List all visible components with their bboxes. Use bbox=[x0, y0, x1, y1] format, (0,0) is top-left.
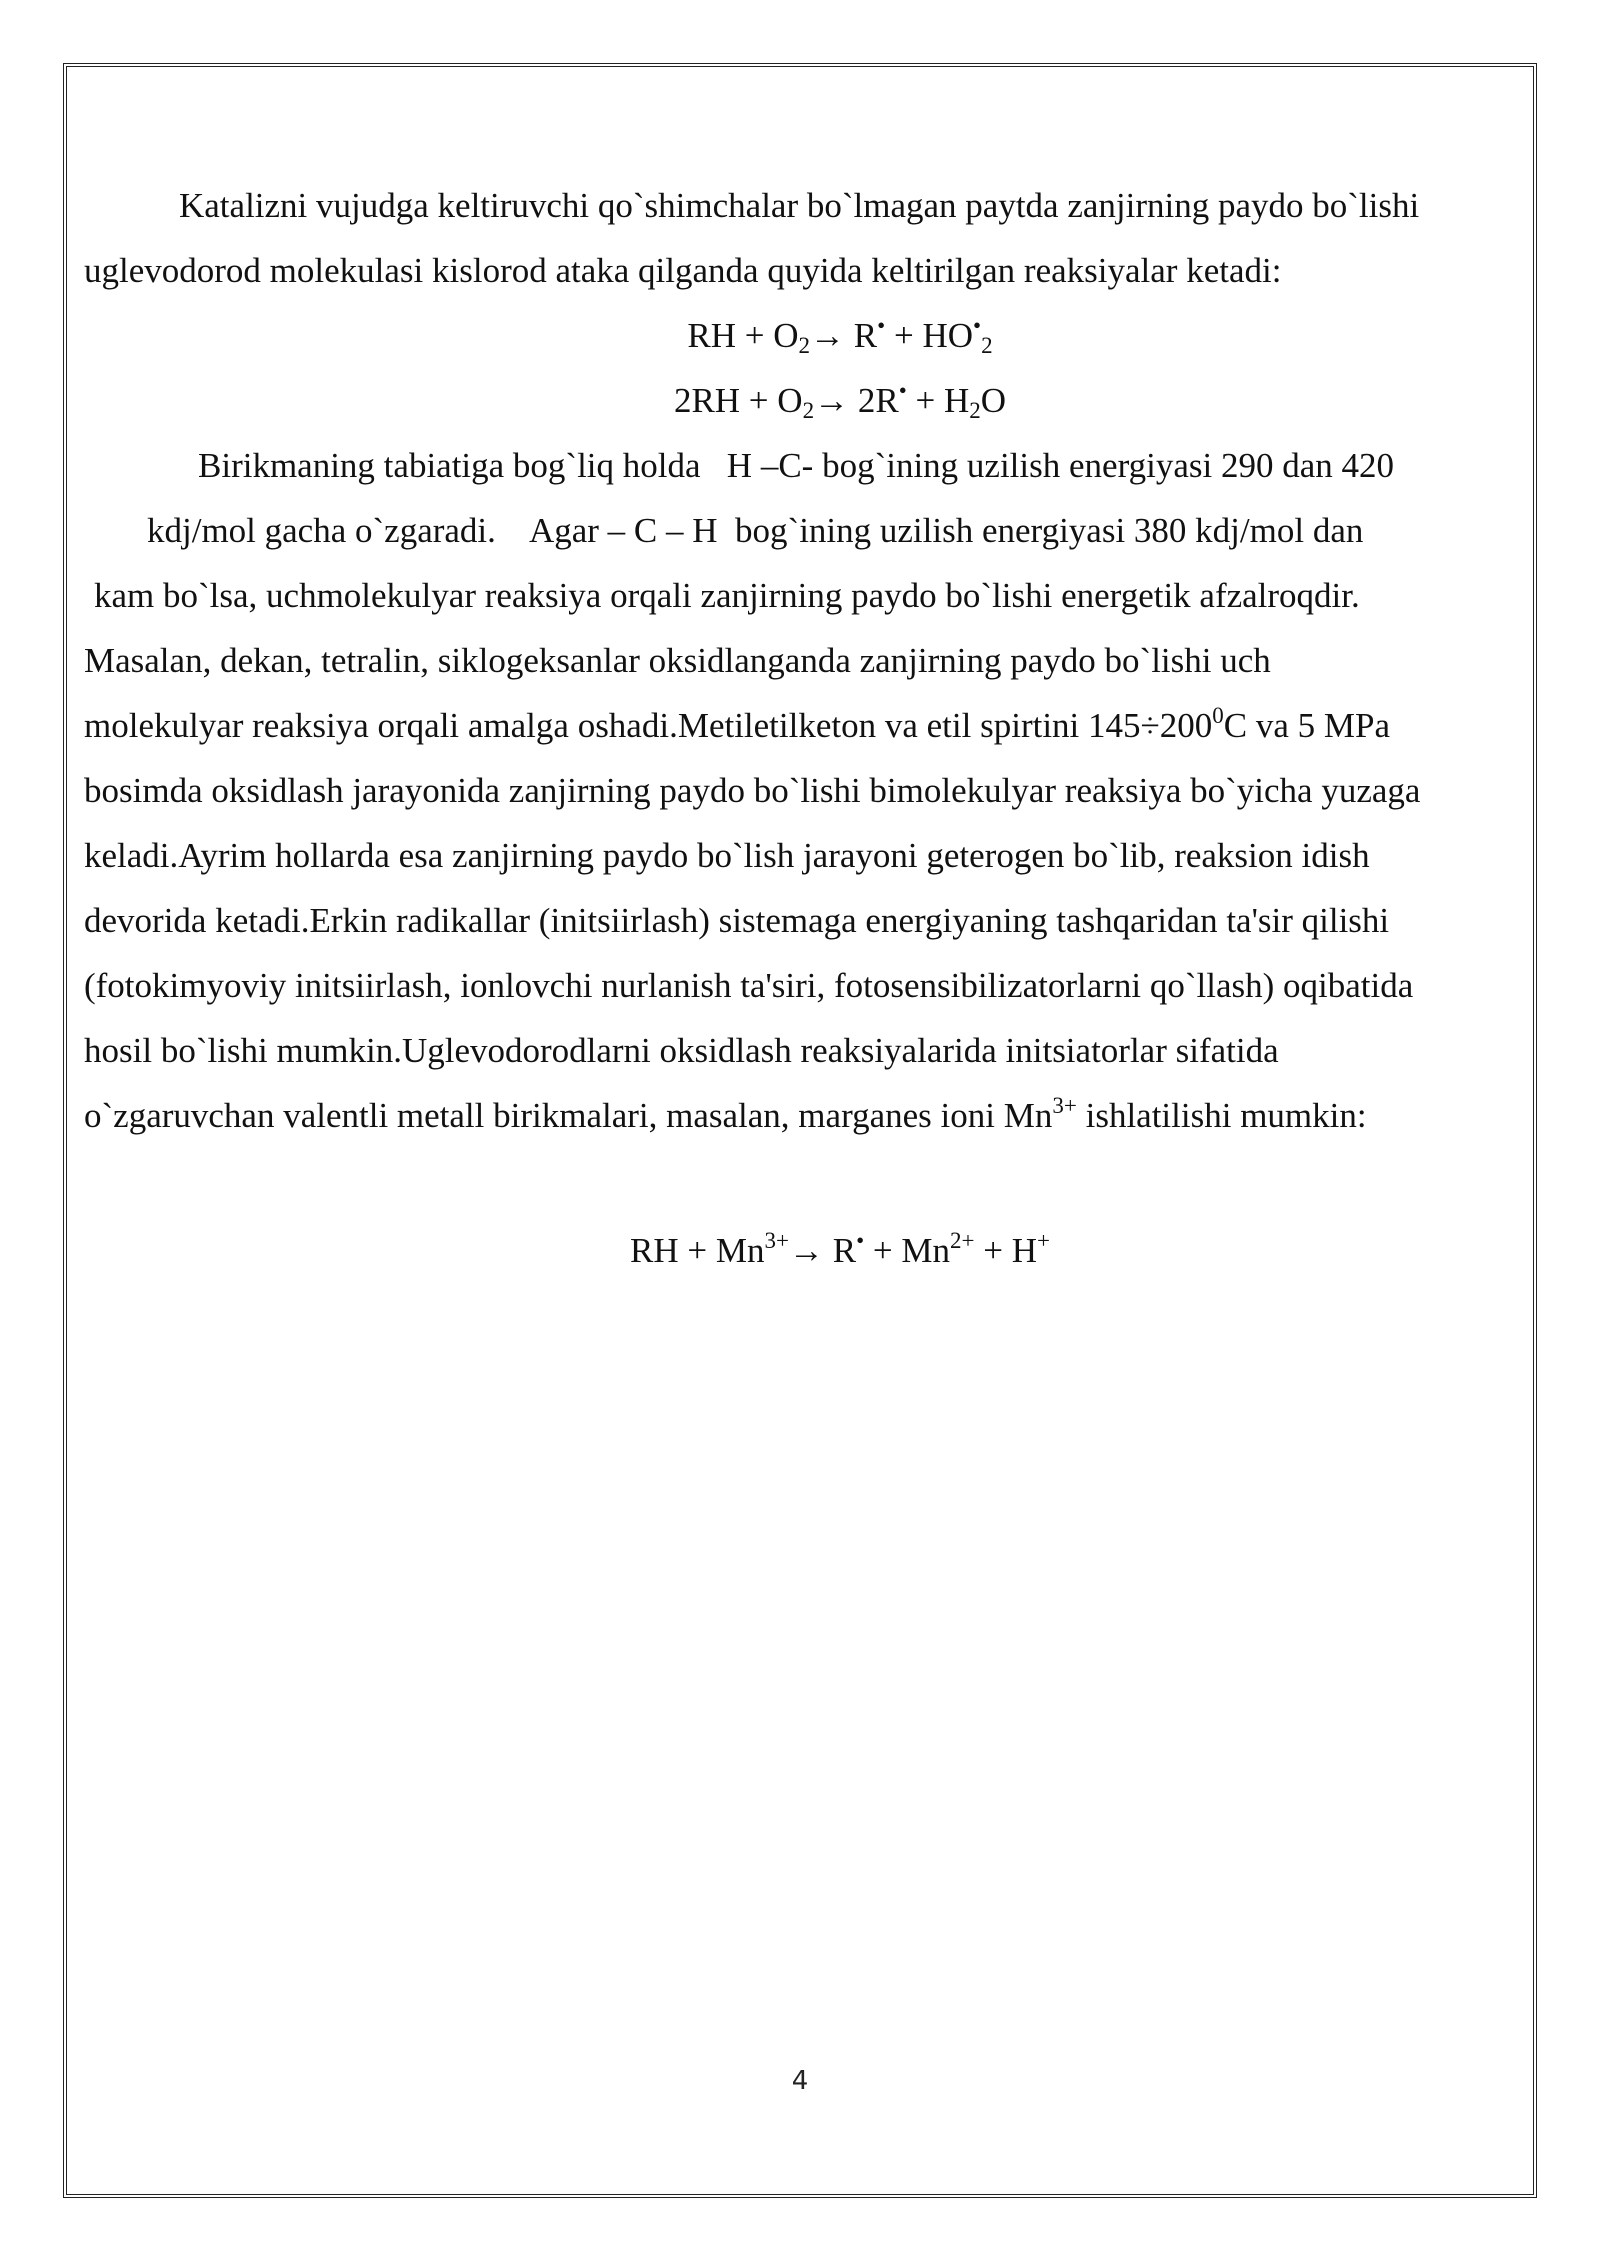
eq1-sub2: 2 bbox=[981, 333, 993, 358]
p2-line5-part1: molekulyar reaksiya orqali amalga oshadi.Metiletilketon va etil spirtini 145÷200 bbox=[84, 706, 1213, 745]
eq3-sup1: 3+ bbox=[764, 1228, 789, 1253]
paragraph-1-line-1 bbox=[84, 173, 1532, 238]
eq1-radical-dot-1: • bbox=[877, 313, 886, 338]
p2-line8-text: devorida ketadi.Erkin radikallar (initsiirlash) sistemaga energiyaning tashqaridan ta'sir qilishi bbox=[84, 901, 1390, 940]
p2-line11-sup: 3+ bbox=[1052, 1093, 1077, 1118]
p2-line11-part2: ishlatilishi mumkin: bbox=[1076, 1096, 1367, 1135]
paragraph-2-line-2 bbox=[84, 498, 1532, 563]
eq3-part4: + H bbox=[974, 1231, 1037, 1270]
p1-line1-text: Katalizni vujudga keltiruvchi qo`shimchalar bo`lmagan paytda zanjirning paydo bo`lishi bbox=[179, 186, 1420, 225]
p1-line2-text: uglevodorod molekulasi kislorod ataka qilganda quyida keltirilgan reaksiyalar ketadi: bbox=[84, 251, 1282, 290]
paragraph-2-line-7 bbox=[84, 823, 1532, 888]
paragraph-2-line-10 bbox=[84, 1018, 1532, 1083]
paragraph-2-line-6 bbox=[84, 758, 1532, 823]
paragraph-1 bbox=[84, 173, 1532, 303]
eq1-part1: RH + O bbox=[687, 316, 799, 355]
eq2-part1: 2RH + O bbox=[673, 381, 803, 420]
eq3-radical-dot-1: • bbox=[856, 1228, 865, 1253]
p2-line6-text: bosimda oksidlash jarayonida zanjirning paydo bo`lishi bimolekulyar reaksiya bo`yicha yuzaga bbox=[84, 771, 1421, 810]
equation-1-line bbox=[0, 303, 1600, 368]
paragraph-2-line-1 bbox=[84, 433, 1532, 498]
p2-line5-part2: C va 5 MPa bbox=[1223, 706, 1390, 745]
equation-3-line bbox=[0, 1218, 1600, 1283]
p2-line9-text: (fotokimyoviy initsiirlash, ionlovchi nurlanish ta'siri, fotosensibilizatorlarni qo`llash) oqibatida bbox=[84, 966, 1414, 1005]
paragraph-2-line-3 bbox=[84, 563, 1532, 628]
eq2-part4: O bbox=[980, 381, 1007, 420]
p2-line2-text: kdj/mol gacha o`zgaradi. Agar – C – H bog`ining uzilish energiyasi 380 kdj/mol dan bbox=[147, 511, 1364, 550]
p2-line7-text: keladi.Ayrim hollarda esa zanjirning paydo bo`lish jarayoni geterogen bo`lib, reaksion idish bbox=[84, 836, 1370, 875]
paragraph-1-line-2 bbox=[84, 238, 1532, 303]
p2-line5-sup: 0 bbox=[1212, 703, 1224, 728]
eq1-part3: + HO bbox=[885, 316, 974, 355]
paragraph-2 bbox=[84, 433, 1532, 1148]
paragraph-2-line-5 bbox=[84, 693, 1532, 758]
eq3-sup3: + bbox=[1037, 1228, 1050, 1253]
equation-1 bbox=[0, 303, 1600, 368]
equation-2-line bbox=[0, 368, 1600, 433]
p2-line11-part1: o`zgaruvchan valentli metall birikmalari, masalan, marganes ioni Mn bbox=[84, 1096, 1053, 1135]
p2-line4-text: Masalan, dekan, tetralin, siklogeksanlar oksidlanganda zanjirning paydo bo`lishi uch bbox=[84, 641, 1271, 680]
paragraph-2-line-9 bbox=[84, 953, 1532, 1018]
eq1-radical-dot-2: • bbox=[973, 313, 982, 338]
paragraph-2-line-8 bbox=[84, 888, 1532, 953]
eq3-part1: RH + Mn bbox=[630, 1231, 765, 1270]
page-number: 4 bbox=[791, 2066, 809, 2096]
eq1-sub1: 2 bbox=[798, 333, 811, 358]
p2-line3-text: kam bo`lsa, uchmolekulyar reaksiya orqali zanjirning paydo bo`lishi energetik afzalroqdir. bbox=[94, 576, 1360, 615]
p2-line10-text: hosil bo`lishi mumkin.Uglevodorodlarni oksidlash reaksiyalarida initsiatorlar sifatida bbox=[84, 1031, 1279, 1070]
paragraph-2-line-11 bbox=[84, 1083, 1532, 1148]
eq2-sub1: 2 bbox=[802, 398, 815, 423]
eq1-part2: → R bbox=[810, 316, 878, 355]
eq2-part3: + H bbox=[906, 381, 970, 420]
paragraph-2-line-4 bbox=[84, 628, 1532, 693]
eq3-sup2: 2+ bbox=[950, 1228, 975, 1253]
eq3-part3: + Mn bbox=[864, 1231, 950, 1270]
eq3-part2: → R bbox=[788, 1231, 857, 1270]
eq2-radical-dot-1: • bbox=[898, 378, 907, 403]
eq2-sub2: 2 bbox=[969, 398, 981, 423]
equation-3 bbox=[0, 1218, 1600, 1283]
eq2-part2: → 2R bbox=[814, 381, 899, 420]
p2-line1-text: Birikmaning tabiatiga bog`liq holda H –C- bog`ining uzilish energiyasi 290 dan 420 bbox=[198, 446, 1394, 485]
equation-2 bbox=[0, 368, 1600, 433]
